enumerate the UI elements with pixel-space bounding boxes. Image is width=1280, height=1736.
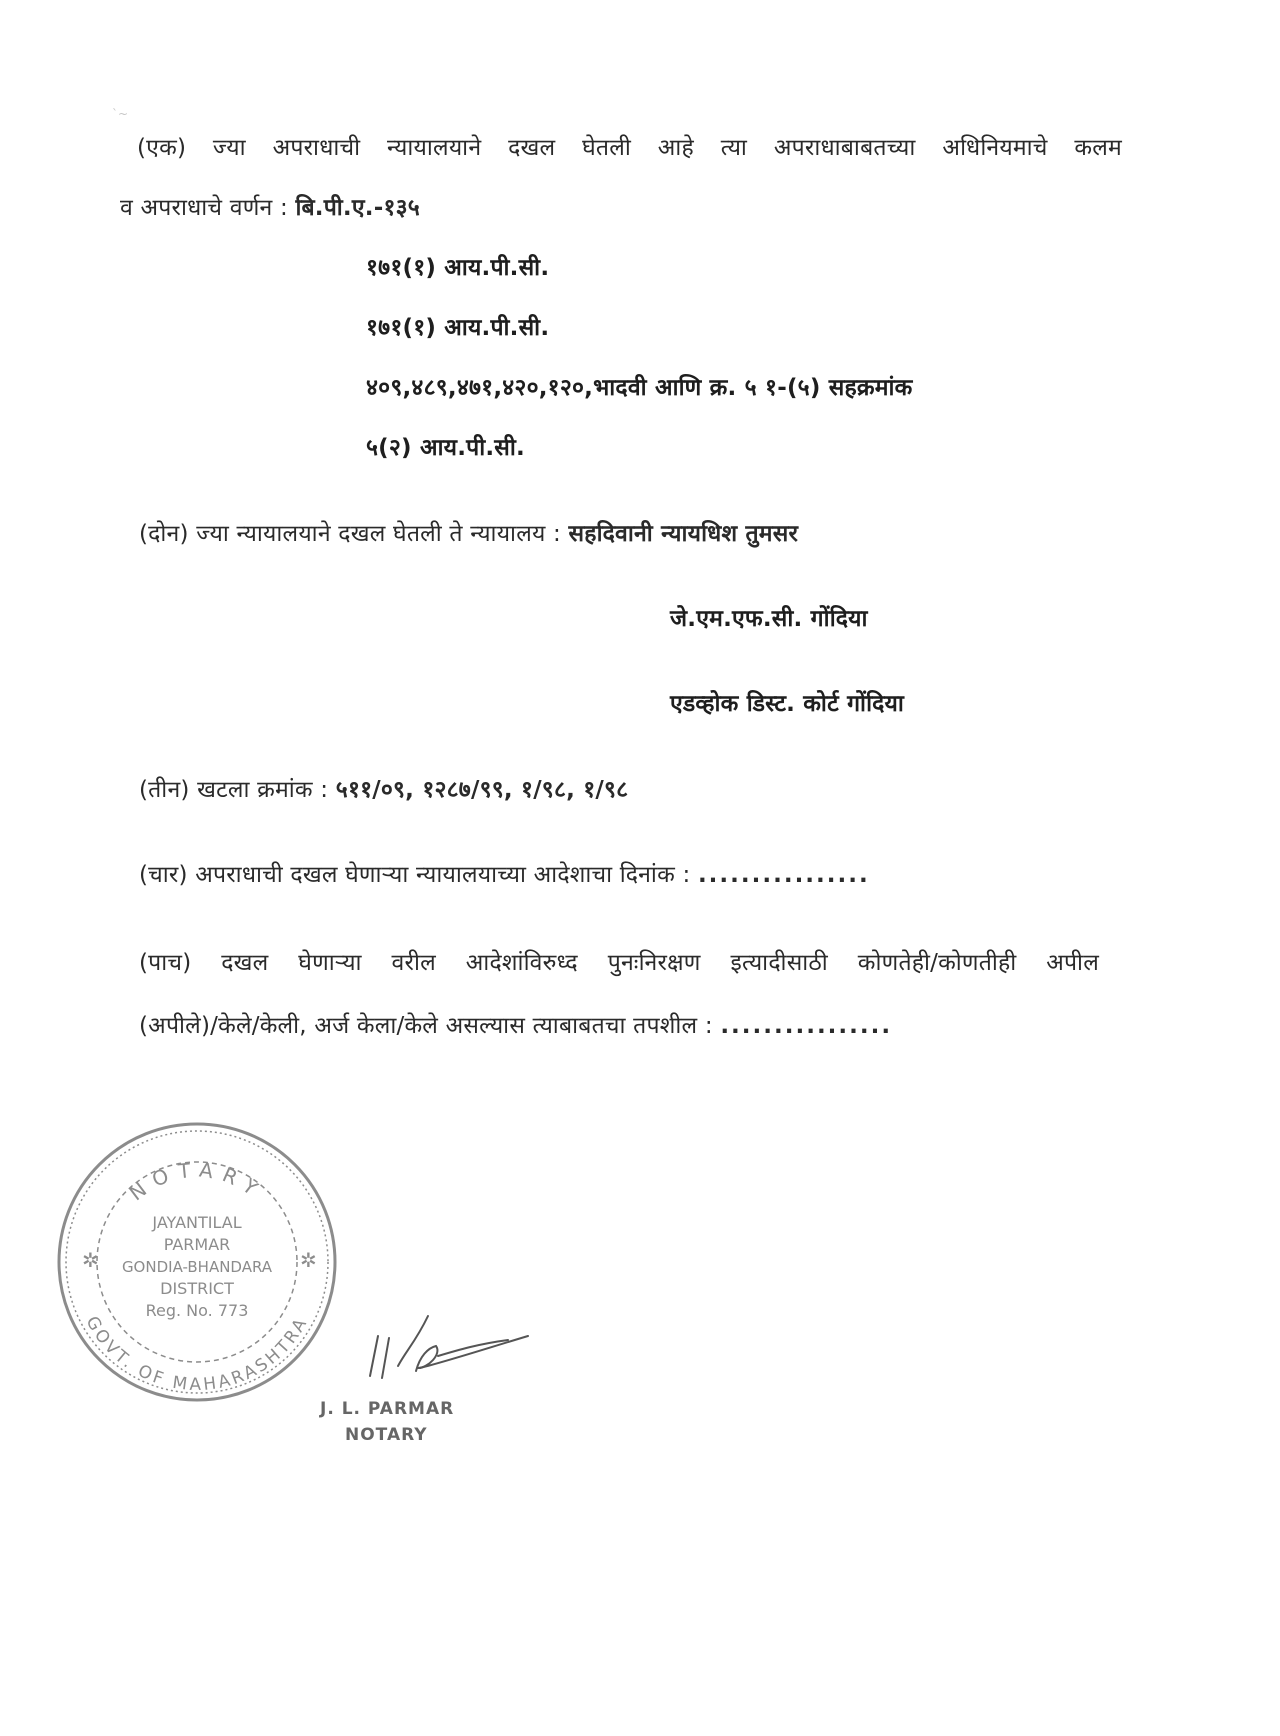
item4-label: (चार) अपराधाची दखल घेणाऱ्या न्यायालयाच्या आदेशाचा दिनांक : (139, 862, 691, 888)
scan-speck: `~ (112, 107, 129, 121)
section-line-4: ५(२) आय.पी.सी. (366, 435, 525, 461)
item1-line2 (120, 190, 420, 222)
stamp-line-3: GONDIA-BHANDARA (121, 1258, 273, 1276)
item4-blank: ................ (697, 862, 870, 888)
stamp-bottom-arc: GOVT. OF MAHARASHTRA (81, 1313, 313, 1395)
item3-line (139, 772, 628, 804)
item3-label: (तीन) खटला क्रमांक : (139, 777, 329, 803)
stamp-line-4: DISTRICT (160, 1279, 234, 1298)
item5-blank: ................ (720, 1013, 893, 1039)
stamp-star-right: ✲ (300, 1248, 317, 1272)
item2-line (139, 516, 798, 548)
stamp-star-left: ✲ (82, 1248, 99, 1272)
item5-line2 (139, 1008, 892, 1040)
case-numbers: ५११/०९, १२८७/९९, १/९८, १/९८ (335, 777, 629, 803)
court-2: जे.एम.एफ.सी. गोंदिया (670, 606, 868, 632)
item5-line1: (पाच) दखल घेणाऱ्या वरील आदेशांविरुध्द पुनःनिरक्षण इत्यादीसाठी कोणतेही/कोणतीही अपील (139, 950, 1099, 976)
stamp-line-2: PARMAR (163, 1235, 231, 1254)
handwritten-signature (358, 1306, 538, 1386)
item2-label: (दोन) ज्या न्यायालयाने दखल घेतली ते न्यायालय : (139, 521, 561, 547)
item5-label: (अपीले)/केले/केली, अर्ज केला/केले असल्यास त्याबाबतचा तपशील : (139, 1013, 713, 1039)
section-line-2: १७१(१) आय.पी.सी. (366, 315, 550, 341)
notary-title: NOTARY (345, 1425, 428, 1445)
notary-name: J. L. PARMAR (320, 1399, 455, 1419)
stamp-line-1: JAYANTILAL (152, 1213, 242, 1232)
court-3: एडव्होक डिस्ट. कोर्ट गोंदिया (670, 691, 905, 717)
notary-stamp (52, 1117, 342, 1407)
section-line-1: १७१(१) आय.पी.सी. (366, 255, 550, 281)
item1-value: बि.पी.ए.-१३५ (295, 195, 420, 221)
court-1: सहदिवानी न्यायधिश तुमसर (568, 521, 799, 547)
section-line-3: ४०९,४८९,४७१,४२०,१२०,भादवी आणि क्र. ५ १-(५) सहक्रमांक (366, 375, 913, 401)
item1-line1: (एक) ज्या अपराधाची न्यायालयाने दखल घेतली आहे त्या अपराधाबाबतच्या अधिनियमाचे कलम (137, 135, 1122, 161)
stamp-top-arc: NOTARY (124, 1157, 270, 1206)
item4-line (139, 857, 870, 889)
item1-label: व अपराधाचे वर्णन : (120, 195, 288, 221)
stamp-line-5: Reg. No. 773 (145, 1301, 249, 1320)
